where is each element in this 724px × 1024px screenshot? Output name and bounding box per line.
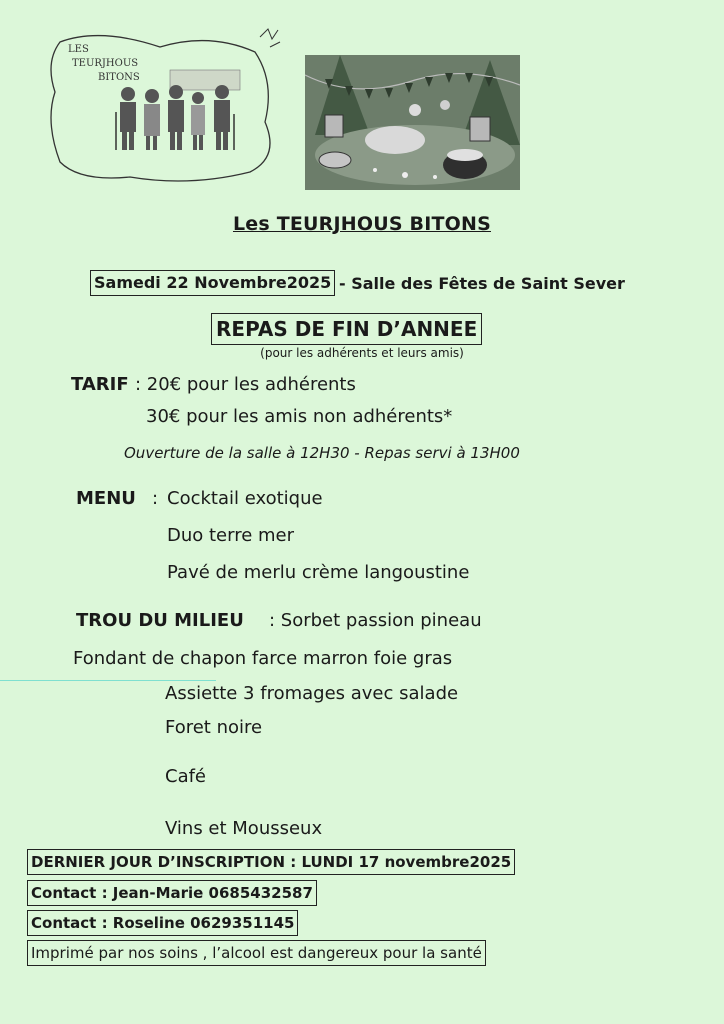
page-title: Les TEURJHOUS BITONS	[232, 213, 491, 235]
trou-value: : Sorbet passion pineau	[269, 610, 482, 631]
repas-heading: REPAS DE FIN D’ANNEE	[211, 313, 482, 345]
logo-text-1: LES	[68, 44, 89, 55]
divider-line	[0, 680, 216, 681]
club-logo-illustration	[40, 22, 290, 187]
registration-deadline: DERNIER JOUR D’INSCRIPTION : LUNDI 17 novembre2025	[27, 849, 515, 875]
opening-times: Ouverture de la salle à 12H30 - Repas servi à 13H00	[124, 444, 520, 462]
event-venue	[339, 272, 625, 296]
logo-text-3: BITONS	[98, 72, 140, 83]
logo-text-2: TEURJHOUS	[72, 58, 139, 69]
contact-roseline: Contact : Roseline 0629351145	[27, 910, 298, 936]
tarif-label: TARIF	[71, 374, 129, 395]
menu-item: Vins et Mousseux	[165, 818, 323, 839]
venue-name: Salle des Fêtes de Saint Sever	[351, 274, 625, 293]
menu-item: Fondant de chapon farce marron foie gras	[73, 648, 453, 669]
menu-colon: :	[152, 488, 159, 509]
menu-label: MENU	[76, 488, 136, 509]
repas-note: (pour les adhérents et leurs amis)	[260, 346, 464, 360]
menu-item: Pavé de merlu crème langoustine	[167, 562, 470, 583]
event-date: Samedi 22 Novembre2025	[90, 270, 335, 296]
menu-item: Cocktail exotique	[167, 488, 323, 509]
menu-item: Assiette 3 fromages avec salade	[165, 683, 459, 704]
contact-jean-marie: Contact : Jean-Marie 0685432587	[27, 880, 317, 906]
festive-meal-illustration	[305, 55, 520, 190]
venue-separator: -	[339, 274, 346, 293]
menu-item: Duo terre mer	[167, 525, 295, 546]
tarif-friends: 30€ pour les amis non adhérents*	[146, 406, 453, 427]
legal-notice: Imprimé par nos soins , l’alcool est dangereux pour la santé	[27, 940, 486, 966]
trou-label: TROU DU MILIEU	[76, 610, 244, 631]
menu-item: Café	[165, 766, 207, 787]
tarif-members: : 20€ pour les adhérents	[135, 374, 356, 395]
menu-item: Foret noire	[165, 717, 263, 738]
